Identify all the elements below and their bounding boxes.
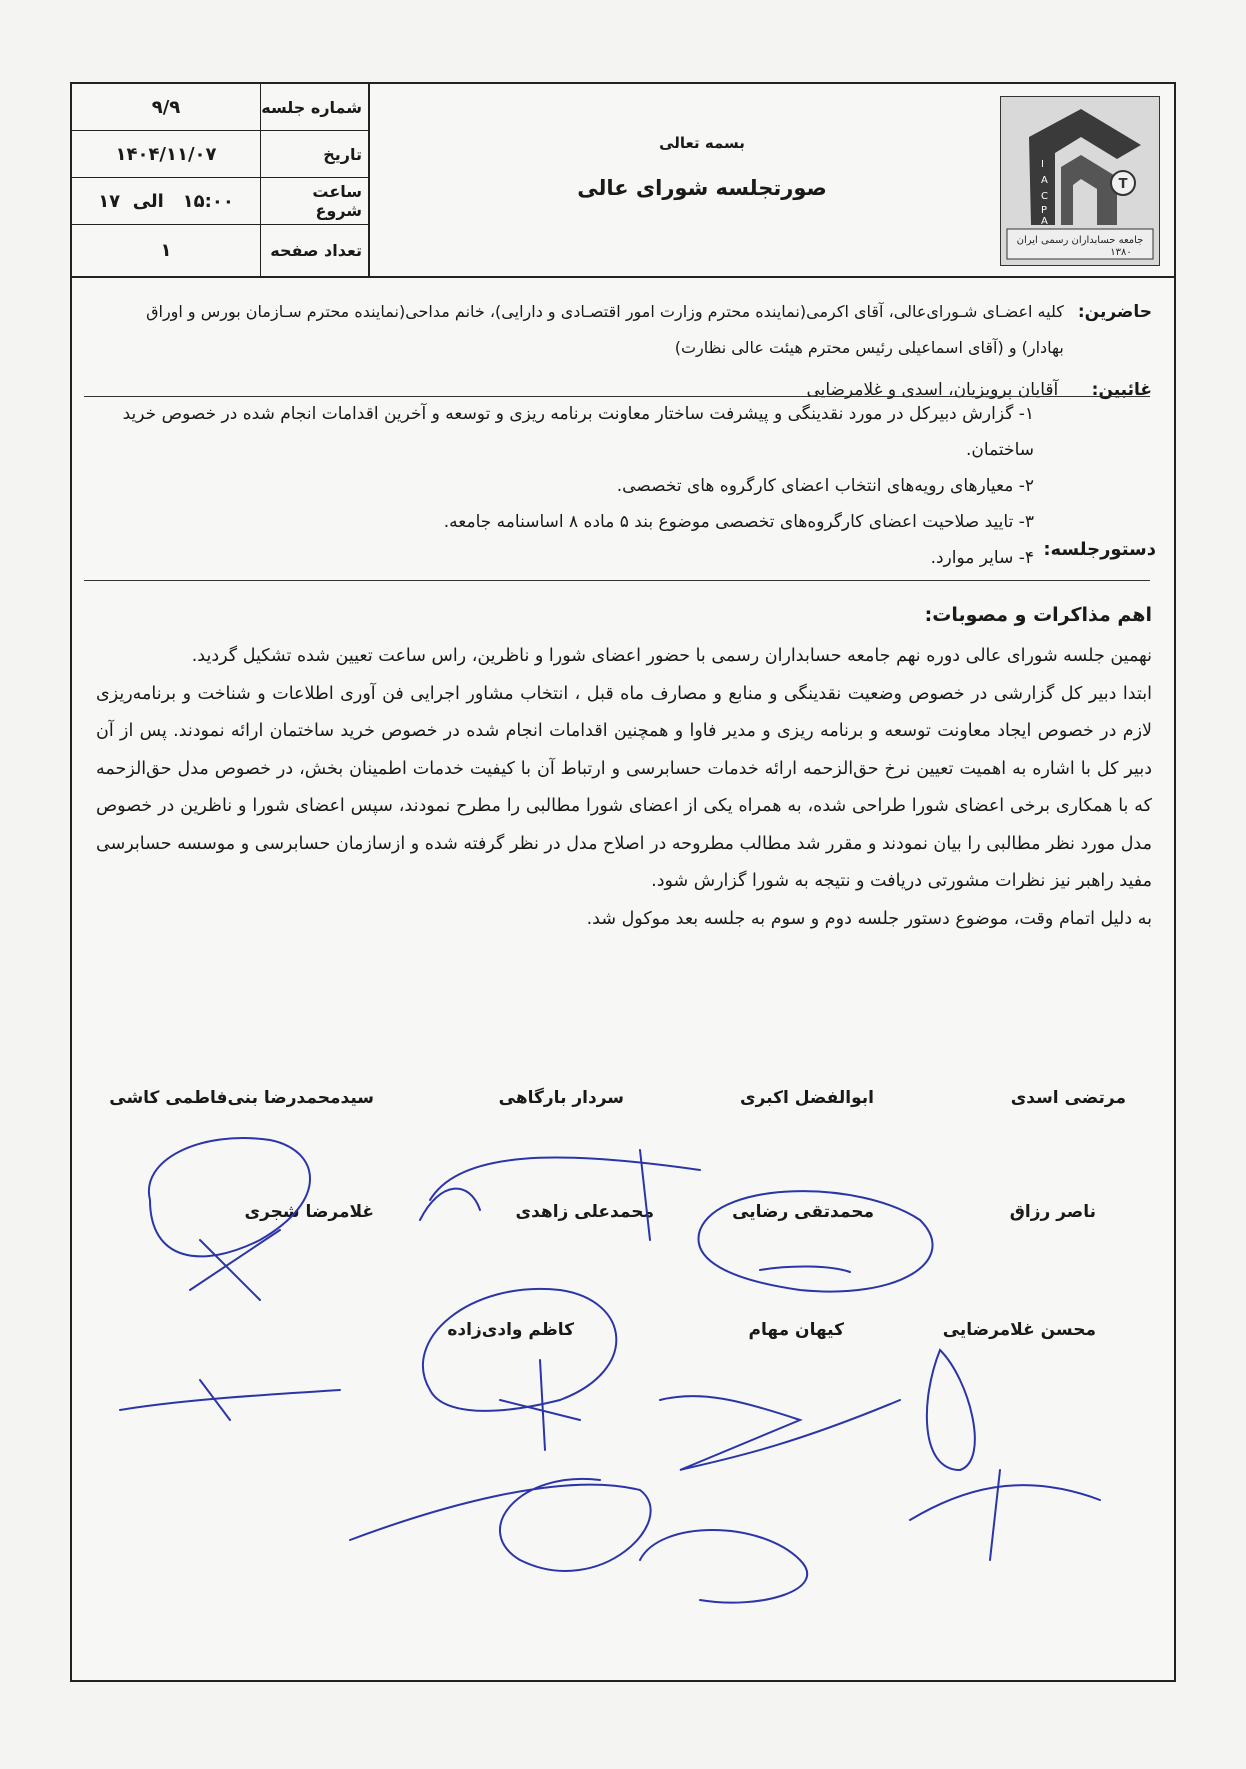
signatory-name: سیدمحمدرضا بنی‌فاطمی کاشی [109,1088,374,1108]
present-line [102,294,1152,366]
logo-letter-c: C [1041,191,1048,202]
logo-letter-a: A [1041,175,1048,186]
logo-year: ۱۳۸۰ [1110,247,1132,258]
basmala: بسمه تعالی [659,134,745,152]
date-label: تاریخ [260,131,368,177]
signatory-name: محسن غلامرضایی [942,1320,1096,1340]
agenda-item: ۱- گزارش دبیرکل در مورد نقدینگی و پیشرفت ساختار معاونت برنامه ریزی و توسعه و آخرین اقدامات انجام شده در خصوص خرید ساختمان. [122,404,1034,460]
logo-org-name: جامعه حسابداران رسمی ایران [1016,235,1144,246]
absent-text: آقایان پرویزیان، اسدی و غلامرضایی [806,380,1059,400]
agenda-label: دستورجلسه: [1043,539,1156,560]
meta-row-date [72,131,368,178]
start-time-label: ساعت شروع [260,178,368,224]
svg-text:T: T [1118,177,1128,192]
logo-letter-p: P [1041,205,1048,216]
session-number-label: شماره جلسه [260,84,368,130]
logo-letter-a2: A [1041,216,1048,227]
agenda-item: ۲- معیارهای رویه‌های انتخاب اعضای کارگروه های تخصصی. [616,476,1034,496]
discussion-paragraph: به دلیل اتمام وقت، موضوع دستور جلسه دوم و سوم به جلسه بعد موکول شد. [586,908,1152,929]
present-label: حاضرین: [1077,302,1152,322]
signatory-name: کیهان مهام [748,1320,844,1340]
date-value: ۱۴۰۴/۱۱/۰۷ [115,143,217,165]
start-time: ۱۵:۰۰ الی ۱۷ [98,190,234,212]
minutes-sheet [70,82,1176,1682]
divider-bottom [84,580,1150,581]
signatory-name: کاظم وادی‌زاده [447,1320,574,1340]
signatory-name: ناصر رزاق [1009,1202,1096,1222]
discussion-heading: اهم مذاکرات و مصوبات: [924,604,1152,626]
page-count: ۱ [160,240,172,261]
discussion-paragraph: نهمین جلسه شورای عالی دوره نهم جامعه حسابداران رسمی با حضور اعضای شورا و ناظرین، راس ساعت تعیین شده تشکیل گردید. [191,646,1152,666]
signatory-name: محمدتقی رضایی [732,1202,874,1222]
signatory-name: غلامرضا شجری [244,1202,374,1222]
header [72,84,1174,278]
page-count-label: تعداد صفحه [260,225,368,276]
signatory-name: سردار بارگاهی [498,1088,624,1108]
discussion-body [96,638,1152,938]
meta-row-session [72,84,368,131]
title-block [372,84,1032,276]
attendees-section [102,294,1152,408]
absent-label: غائبین: [1091,380,1152,400]
agenda-list [104,396,1034,576]
session-number: ۹/۹ [151,96,181,118]
logo-letter-i: I [1041,159,1044,170]
signatory-name: مرتضی اسدی [1010,1088,1126,1108]
present-text: کلیه اعضـای شـورای‌عالی، آقای اکرمی(نماینده محترم وزارت امور اقتصـادی و دارایی)، خانم مداحی(نماینده محترم سـازمان بورس و اوراق بهادار) و (آقای اسماعیلی رئیس محترم هیئت عالی نظارت) [146,302,1064,357]
agenda-item: ۳- تایید صلاحیت اعضای کارگروه‌های تخصصی موضوع بند ۵ ماده ۸ اساسنامه جامعه. [443,512,1034,532]
iacpa-logo [1000,96,1160,266]
meta-row-pages [72,225,368,276]
discussion-paragraph: ابتدا دبیر کل گزارشی در خصوص وضعیت نقدینگی و منابع و مصارف ماه قبل ، انتخاب مشاور اجرایی فن آوری اطلاعات و شناخت و برنامه‌ریزی لازم در خصوص ایجاد معاونت توسعه و برنامه ریزی و مدیر فاوا و همچنین اقدامات انجام شده در خصوص خرید ساختمان ارائه نمودند. پس از آن دبیر کل با اشاره به اهمیت تعیین نرخ حق‌الزحمه ارائه خدمات حسابرسی و ارتباط آن با کیفیت خدمات اطمینان بخش، در خصوص مدل حق‌الزحمه که با همکاری برخی اعضای شورا طراحی شده، به همراه یکی از اعضای شورا مطالبی را مطرح نمودند، سپس اعضای شورا و ناظرین در خصوص مدل مورد نظر مطالبی را بیان نمودند و مقرر شد مطالب مطروحه در اصلاح مدل در نظر گرفته شده و ازسازمان حسابرسی و موسسه حسابرسی مفید راهبر نیز نظرات مشورتی دریافت و نتیجه به شورا گزارش شود. [96,683,1152,891]
meta-row-start [72,178,368,225]
meta-table [72,84,370,276]
signatory-name: محمدعلی زاهدی [515,1202,654,1222]
agenda-item: ۴- سایر موارد. [930,548,1034,568]
page-title: صورتجلسه شورای عالی [577,176,827,200]
signatory-name: ابوالفضل اکبری [740,1088,874,1108]
